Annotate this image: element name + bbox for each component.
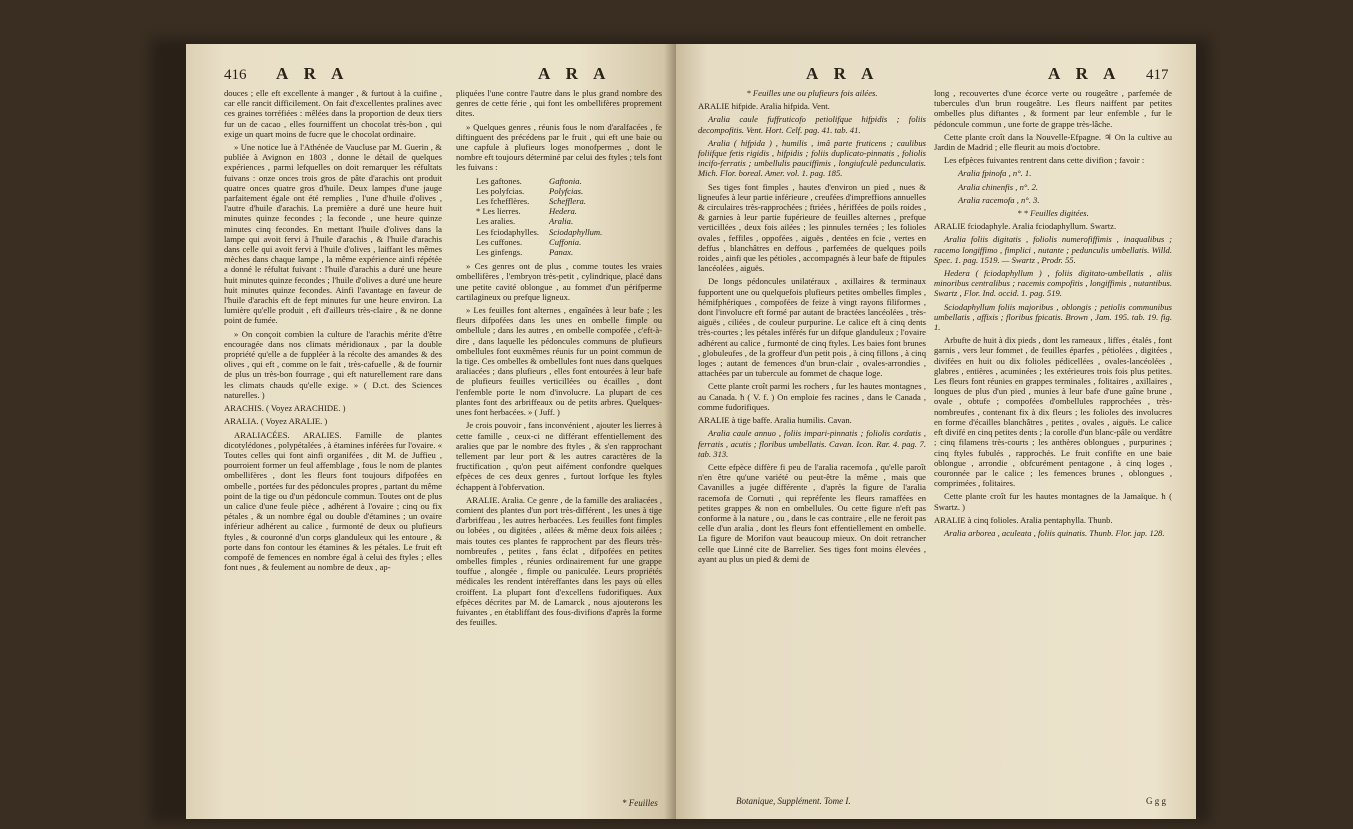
- paragraph: Arbufte de huit à dix pieds , dont les rameaux , liffes , étalés , font garnis , vers leur fommet , de feuilles éparfes , pétiolées , digitées , divifées en huit ou dix folioles pédicellées , ovales-lancéolées , glabres , entières , acuminées ; les extérieures trois fois plus petites. Les fleurs font réunies en grappes terminales , folitaires , axillaires , longues de plus d'un pied , munies à leur bafe d'une gaîne brune , ovale , obtufe ; compofées d'ombellules rapprochées , très-nombreufes , contenant fix à dix fleurs ; les folioles des involucres en forme d'écailles blanchâtres , petites , ovales , aiguës. Le calice eft divifé en cinq petites dents ; la corolle d'un blanc-pâle ou verdâtre ; cinq filamens très-courts ; les anthères oblongues , purpurines ; cinq ftyles fubulés , rapprochés. Le fruit confifte en une baie oblongue , arrondie , obfcurément pentagone , à cinq loges , couronnée par le calice ; les femences brunes , oblongues , comprimées , folitaires.: [934, 335, 1172, 489]
- entry-heading: ARALIA. ( Voyez ARALIE. ): [224, 416, 328, 427]
- paragraph: Cette plante croît dans la Nouvelle-Efpagne. ♃ On la cultive au Jardin de Madrid ; elle fleurit au mois d'octobre.: [934, 131, 1172, 153]
- table-row: * Les lierres. Hedera.: [476, 206, 577, 217]
- running-head-right-2: A R A: [1048, 64, 1122, 83]
- paragraph: » Ces genres ont de plus , comme toutes les vraies ombellifères , l'embryon très-petit , cylindrique, placé dans une petite cavité oblongue , au fommet d'un périfperme cartilagineux ou prefque ligneux.: [456, 261, 662, 302]
- paragraph: long , recouvertes d'une écorce verte ou rougeâtre , parfemée de tubercules d'un brun rougeâtre. Les fleurs naiffent par petites ombelles plus diftantes , & forment par leur enfemble , fur le pédoncule commun , une forte de grappe très-lâche.: [934, 88, 1172, 129]
- latin-diagnosis: Aralia arborea , aculeata , foliis quinatis. Thunb. Flor. jap. 128.: [944, 527, 1165, 538]
- section-heading: * * Feuilles digitées.: [1017, 208, 1089, 219]
- table-row: Les fciodaphylles. Sciodaphyllum.: [476, 226, 603, 237]
- species-heading: ARALIE à cinq folioles. Aralia pentaphylla. Thunb.: [934, 514, 1113, 525]
- latin-diagnosis: Aralia caule fuffruticofo petiolifque hifpidis ; foliis decompofitis. Vent. Hort. Celf. pag. 41. tab. 41.: [698, 114, 926, 135]
- signature-mark: G g g: [1146, 796, 1166, 806]
- paragraph: douces ; elle eft excellente à manger , & furtout à la cuifine , car elle rancit difficilement. On fait d'excellentes pralines avec ces graines torréfiées : mêlées dans la proportion de deux tiers fur un de cacao , elles fourniffent un chocolat très-bon , qui exige un quart moins de fucre que le chocolat ordinaire.: [224, 88, 442, 139]
- table-row: Les cuffones. Cuffonia.: [476, 236, 582, 247]
- paragraph: De longs pédoncules unilatéraux , axillaires & terminaux fupportent une ou quelquefois plufieurs petites ombelles fimples , hémifphériques , compofées de feize à vingt rayons filiformes , dont l'involucre eft formé par autant de bractées lancéolées , très-aiguës , ciliées , de couleur purpurine. Le calice eft à cinq dents très-courtes ; les pétales inférés fur un difque glanduleux ; l'ovaire adhérent au calice , furmonté de cinq ftyles. Les baies font brunes , globuleufes , de la groffeur d'un petit pois , à cinq fillons , à cinq loges ; autant de femences d'un brun-clair , ovales-arrondies , attachées par un tubercule au fommet de chaque loge.: [698, 276, 926, 379]
- left-page: [186, 44, 676, 819]
- paragraph: Cette efpèce diffère fi peu de l'aralia racemofa , qu'elle paroît n'en être qu'une variété ou peut-être la même , mais que Cavanilles a jugée différente , d'après la figure de l'aralia racemofa de Cornuti , qui repréfente les fleurs ramaffées en petites grappes & non en ombellules. Ou cette figure n'eft pas conforme à la nature , ou , dans le cas contraire , elle ne feroit pas celle d'un aralia , dont les fleurs font effentiellement en ombelle. La figure de Morifon vaut beaucoup mieux. On doit retrancher celle que Linné cite de Barrelier. Ses tiges font moins élevées , ayant au plus un pied & demi de: [698, 461, 926, 564]
- latin-diagnosis: Sciodaphyllum foliis majoribus , oblongis ; petiolis communibus umbellatis , affixis ; floribus fpicatis. Brown , Jam. 195. tab. 19. fig. 1.: [934, 301, 1172, 333]
- page-number-right: 417: [1146, 67, 1169, 83]
- list-item: Aralia fpinofa , n°. 1.: [958, 168, 1032, 179]
- genera-table: [476, 176, 612, 258]
- paragraph: Cette plante croît fur les hautes montagnes de la Jamaïque. ħ ( Swartz. ): [934, 491, 1172, 512]
- page-footer: Botanique, Supplément. Tome I.: [736, 796, 851, 806]
- species-heading: ARALIE à tige baffe. Aralia humilis. Cavan.: [698, 415, 852, 426]
- page-number-left: 416: [224, 67, 247, 83]
- table-row: Les ginfengs. Panax.: [476, 247, 574, 258]
- species-heading: ARALIE hifpide. Aralia hifpida. Vent.: [698, 101, 830, 112]
- paragraph: Les efpèces fuivantes rentrent dans cette divifion ; favoir :: [944, 155, 1145, 166]
- right-column-1: [698, 88, 926, 567]
- section-heading: * Feuilles une ou plufieurs fois ailées.: [746, 88, 878, 98]
- paragraph: » Quelques genres , réunis fous le nom d'aralfacées , fe diftinguent des précédens par le fruit , qui eft une baie ou une capfule à plufieurs loges monofpermes , dont le nombre eft toujours déterminé par celui des ftyles ; tels font les fuivans :: [456, 121, 662, 173]
- right-page: [676, 44, 1196, 819]
- catchword: * Feuilles: [622, 798, 658, 808]
- latin-diagnosis: Hedera ( fciodaphyllum ) , foliis digitato-umbellatis , aliis minoribus centralibus ; racemis compofitis , longiffimis , nutantibus. Swartz , Flor. Ind. occid. 1. pag. 519.: [934, 268, 1172, 299]
- running-head-left-1: A R A: [276, 64, 350, 83]
- paragraph: » On conçoit combien la culture de l'arachis mérite d'être encouragée dans nos climats méridionaux , par la double propriété qu'elle a de fuppléer à la récolte des amandes & des olives , qui eft , comme on le fait , très-cafuelle , & de fournir de plus un très-bon fourrage , qui eft naturellement rare dans les climats chauds qu'elle exige. » ( D.ct. des Sciences naturelles. ): [224, 328, 442, 400]
- latin-diagnosis: Aralia caule annuo , foliis impari-pinnatis ; foliolis cordatis , ferratis , acutis ; floribus umbellatis. Cavan. Icon. Rar. 4. pag. 7. tab. 313.: [698, 428, 926, 459]
- species-heading: ARALIE fciodaphyle. Aralia fciodaphyllum. Swartz.: [934, 221, 1117, 232]
- left-column-1: [224, 88, 442, 575]
- table-row: Les aralies. Aralia.: [476, 216, 574, 227]
- paragraph: Je crois pouvoir , fans inconvénient , ajouter les lierres à cette famille , ceux-ci ne différant effentiellement des aralies que par le nombre des ftyles , & s'en rapprochant tellement par leur port & les autres caractères de la fructification , qu'on peut aifément confondre quelques efpèces de ces deux genres , furtout lorfque les ftyles échappent à l'obfervation.: [456, 420, 662, 492]
- running-head-left-2: A R A: [538, 64, 612, 83]
- latin-diagnosis: Aralia foliis digitatis , foliolis numerofiffimis , inaqualibus ; racemo longiffimo , fimplici , nutante ; pedunculis umbellatis. Willd. Spec. 1. pag. 1519. — Swartz , Prodr. 55.: [934, 234, 1172, 265]
- right-column-2: [934, 88, 1172, 541]
- list-item: Aralia racemofa , n°. 3.: [958, 194, 1040, 205]
- paragraph: Cette plante croît parmi les rochers , fur les hautes montagnes , au Canada. ħ ( V. f. ) On emploie fes racines , dans le Canada , comme fudorifiques.: [698, 381, 926, 412]
- paragraph: » Une notice lue à l'Athénée de Vaucluse par M. Guerin , & publiée à Avignon en 1803 , donne le détail de quelques expériences , parmi lefquelles on doit remarquer les réfultats fuivans : onze onces trois gros de pâte d'arachis ont produit quatre onces quatre gros d'huile. Deux lampes d'une jauge parfaitement égale ont été remplies , l'une d'huile d'olives , l'autre d'huile d'arachis. La première a duré une heure huit minutes quinze fecondes ; la feconde , une heure quinze minutes cinq fecondes. En mettant l'huile d'olives dans la lampe qui avoit fervi à l'huile d'arachis , & l'huile d'arachis dans celle qui avoit fervi à l'huile d'olives , laiffant les mêmes mèches dans chaque lampe , la même expérience ainfi répétée a donné le réfultat fuivant : l'huile d'arachis a duré une heure huit minutes quinze fecondes ; l'huile d'olives a duré une heure huit minutes quinze fecondes. Ainfi l'avantage en faveur de l'huile d'arachis eft de fept minutes fur une heure environ. La lumière qu'elle produit , eft d'ailleurs très-claire , & ne donne point de fumée.: [224, 142, 442, 326]
- paragraph: ARALIE. Aralia. Ce genre , de la famille des araliacées , comient des plantes d'un port très-différent , les unes à tige d'arbriffeau , les autres herbacées. Les feuilles font fimples ou lobées , ou digitées , ailées & même deux fois ailées ; mais toutes ces plantes fe rapprochent par des fleurs très-nombreufes , petites , fans éclat , difpofées en petites ombelles fimples , réunies ordinairement fur une grappe touffue , alongée , fimple ou paniculée. Leurs propriétés médicales les rendent intéreffantes dans les pays où elles croiffent. La plupart font d'excellens fudorifiques. Aux efpèces décrites par M. de Lamarck , nous ajouterons les fuivantes , en établiffant des fous-divifions d'après la forme des feuilles.: [456, 494, 662, 628]
- table-row: Les fchefflères. Schefflera.: [476, 196, 587, 207]
- table-row: Les gaftones. Gaftonia.: [476, 175, 582, 186]
- running-head-right-1: A R A: [806, 64, 880, 83]
- paragraph: » Les feuilles font alternes , engaînées à leur bafe ; les fleurs difpofées dans les unes en ombelle fimple ou ombellule ; dans les autres , en ombelle compofée , c'eft-à-dire , dans laquelle les pédoncules communs de plufieurs ombellules font euxmêmes réunis fur un point commun de la tige. Ces ombelles & ombellules font nues dans quelques araliacées ; dans plufieurs , elles font entourées à leur bafe de plufieurs feuilles verticillées ou écailles , dont l'enfemble porte le nom d'involucre. La plupart de ces plantes font des arbriffeaux ou de petits arbres. Quelques-unes font herbacées. » ( Juff. ): [456, 305, 662, 418]
- paragraph: Ses tiges font fimples , hautes d'environ un pied , nues & ligneufes à leur partie inférieure , creufées d'impreffions annuelles & circulaires très-rapprochées ; ftriées , hériffées de poils roides , & garnies à leur partie fupérieure de feuilles alternes , prefque verticillées , deux fois ailées ; les pinnules ternées ; les folioles ovales , feffiles , oppofées , aiguës , dentées en fcie , vertes en deffus , blanchâtres en deffous , parfemées de quelques poils roides , ainfi que les pétioles , accompagnés à leur bafe de ftipules lancéolées , aiguës.: [698, 181, 926, 274]
- list-item: Aralia chinenfis , n°. 2.: [958, 181, 1039, 192]
- left-column-2: [456, 88, 662, 630]
- table-row: Les polyfcias. Polyfcias.: [476, 185, 584, 196]
- latin-diagnosis: Aralia ( hifpida ) , humilis , imâ parte fruticens ; caulibus foliifque fetis rigidis , hifpidis ; foliis duplicato-pinnatis , foliolis incifo-ferratis ; umbellulis pauciffimis , longiufculè pedunculatis. Mich. Flor. boreal. Amer. vol. 1. pag. 185.: [698, 137, 926, 179]
- paragraph: ARALIACÉES. ARALIES. Famille de plantes dicotylédones , polypétalées , à étamines inférées fur l'ovaire. « Toutes celles qui font ainfi organifées , dit M. de Juffieu , pourroient former un feul affemblage , fous le nom de plantes ombellifères , dont les fleurs font toujours difpofées en ombelle , portées fur des pédoncules propres , partant du même point de la tige ou d'un pédoncule commun. Toutes ont de plus un calice d'une feule pièce , adhérent à l'ovaire ; cinq ou fix pétales , & un nombre égal ou double d'étamines ; un ovaire inférieur adhérent au calice , furmonté de deux ou plufieurs ftyles , & couronné d'un corps glanduleux qui les entoure , & porte dans fon contour les étamines & les pétales. Le fruit eft compofé de femences en nombre égal à celui des ftyles ; elles font nues , & feulement au nombre de deux , ap-: [224, 429, 442, 573]
- paragraph: pliquées l'une contre l'autre dans le plus grand nombre des genres de cette férie , qui font les ombellifères proprement dites.: [456, 88, 662, 119]
- entry-heading: ARACHIS. ( Voyez ARACHIDE. ): [224, 403, 346, 414]
